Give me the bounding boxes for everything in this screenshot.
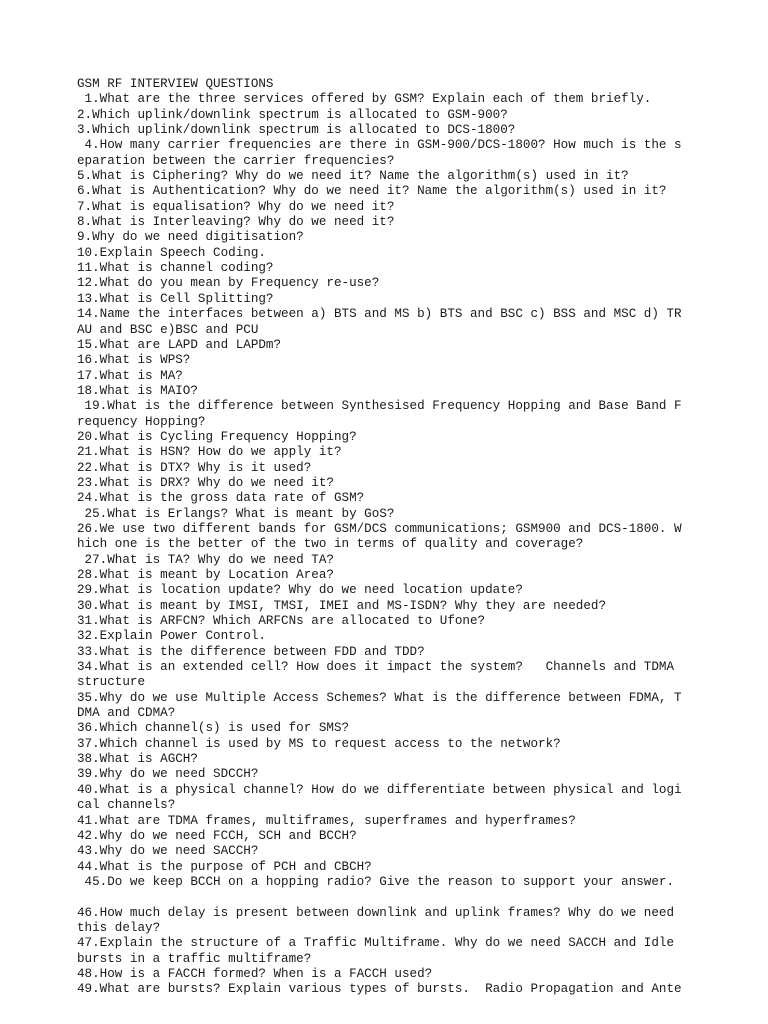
text-line: 33.What is the difference between FDD and TDD? (77, 644, 425, 659)
text-line: 41.What are TDMA frames, multiframes, superframes and hyperframes? (77, 813, 576, 828)
text-line: 49.What are bursts? Explain various types of bursts. Radio Propagation and Ante (77, 982, 682, 997)
text-line (77, 890, 697, 905)
text-line: 45.Do we keep BCCH on a hopping radio? Give the reason to support your answer. (77, 874, 675, 889)
text-line: 43.Why do we need SACCH? (77, 844, 259, 859)
text-line: 37.Which channel is used by MS to request access to the network? (77, 736, 561, 751)
text-line: requency Hopping? (77, 414, 206, 429)
text-line: 48.How is a FACCH formed? When is a FACCH used? (77, 966, 433, 981)
text-line: 25.What is Erlangs? What is meant by GoS? (77, 506, 395, 521)
text-line: 36.Which channel(s) is used for SMS? (77, 721, 350, 736)
text-line: 35.Why do we use Multiple Access Schemes? What is the difference between FDMA, T (77, 690, 682, 705)
text-line: 13.What is Cell Splitting? (77, 291, 274, 306)
text-line: 6.What is Authentication? Why do we need it? Name the algorithm(s) used in it? (77, 184, 667, 199)
document-text (77, 77, 697, 998)
text-line: 31.What is ARFCN? Which ARFCNs are allocated to Ufone? (77, 614, 486, 629)
text-line: 46.How much delay is present between downlink and uplink frames? Why do we need (77, 905, 675, 920)
text-line: 27.What is TA? Why do we need TA? (77, 552, 334, 567)
text-line: 3.Which uplink/downlink spectrum is allocated to DCS-1800? (77, 123, 516, 138)
text-line: 42.Why do we need FCCH, SCH and BCCH? (77, 828, 357, 843)
text-line: 11.What is channel coding? (77, 261, 274, 276)
text-line: 40.What is a physical channel? How do we differentiate between physical and logi (77, 782, 682, 797)
text-line: structure (77, 675, 146, 690)
text-line: 47.Explain the structure of a Traffic Multiframe. Why do we need SACCH and Idle (77, 936, 675, 951)
text-line: 21.What is HSN? How do we apply it? (77, 445, 342, 460)
text-line: 2.Which uplink/downlink spectrum is allocated to GSM-900? (77, 107, 508, 122)
text-line: 20.What is Cycling Frequency Hopping? (77, 429, 357, 444)
text-line: 34.What is an extended cell? How does it impact the system? Channels and TDMA (77, 660, 675, 675)
text-line: 12.What do you mean by Frequency re-use? (77, 276, 380, 291)
text-line: 23.What is DRX? Why do we need it? (77, 475, 334, 490)
text-line: 26.We use two different bands for GSM/DCS communications; GSM900 and DCS-1800. W (77, 521, 682, 536)
text-line: DMA and CDMA? (77, 706, 176, 721)
text-line: 22.What is DTX? Why is it used? (77, 460, 312, 475)
text-line: 19.What is the difference between Synthesised Frequency Hopping and Base Band F (77, 399, 682, 414)
text-line: 39.Why do we need SDCCH? (77, 767, 259, 782)
text-line: eparation between the carrier frequencies? (77, 153, 395, 168)
text-line: 7.What is equalisation? Why do we need it? (77, 199, 395, 214)
text-line: 5.What is Ciphering? Why do we need it? Name the algorithm(s) used in it? (77, 169, 629, 184)
text-line: hich one is the better of the two in terms of quality and coverage? (77, 537, 584, 552)
text-line: AU and BSC e)BSC and PCU (77, 322, 259, 337)
text-line: 18.What is MAIO? (77, 383, 198, 398)
text-line: 17.What is MA? (77, 368, 183, 383)
text-line: cal channels? (77, 798, 176, 813)
text-line: 44.What is the purpose of PCH and CBCH? (77, 859, 372, 874)
text-line: 32.Explain Power Control. (77, 629, 266, 644)
text-line: 38.What is AGCH? (77, 752, 198, 767)
text-line: this delay? (77, 920, 161, 935)
text-line: 10.Explain Speech Coding. (77, 245, 266, 260)
text-line: 29.What is location update? Why do we need location update? (77, 583, 523, 598)
document-title: GSM RF INTERVIEW QUESTIONS (77, 77, 274, 91)
text-line: 28.What is meant by Location Area? (77, 568, 334, 582)
text-line: bursts in a traffic multiframe? (77, 951, 312, 966)
text-line: 1.What are the three services offered by GSM? Explain each of them briefly. (77, 92, 652, 107)
text-line: 9.Why do we need digitisation? (77, 230, 304, 245)
text-line: 15.What are LAPD and LAPDm? (77, 337, 282, 352)
text-line: 24.What is the gross data rate of GSM? (77, 491, 365, 506)
text-line: 14.Name the interfaces between a) BTS and MS b) BTS and BSC c) BSS and MSC d) TR (77, 307, 682, 322)
text-line: 16.What is WPS? (77, 353, 191, 368)
text-line: 8.What is Interleaving? Why do we need it? (77, 215, 395, 230)
text-line: 4.How many carrier frequencies are there in GSM-900/DCS-1800? How much is the s (77, 138, 682, 153)
text-line: 30.What is meant by IMSI, TMSI, IMEI and MS-ISDN? Why they are needed? (77, 598, 607, 613)
